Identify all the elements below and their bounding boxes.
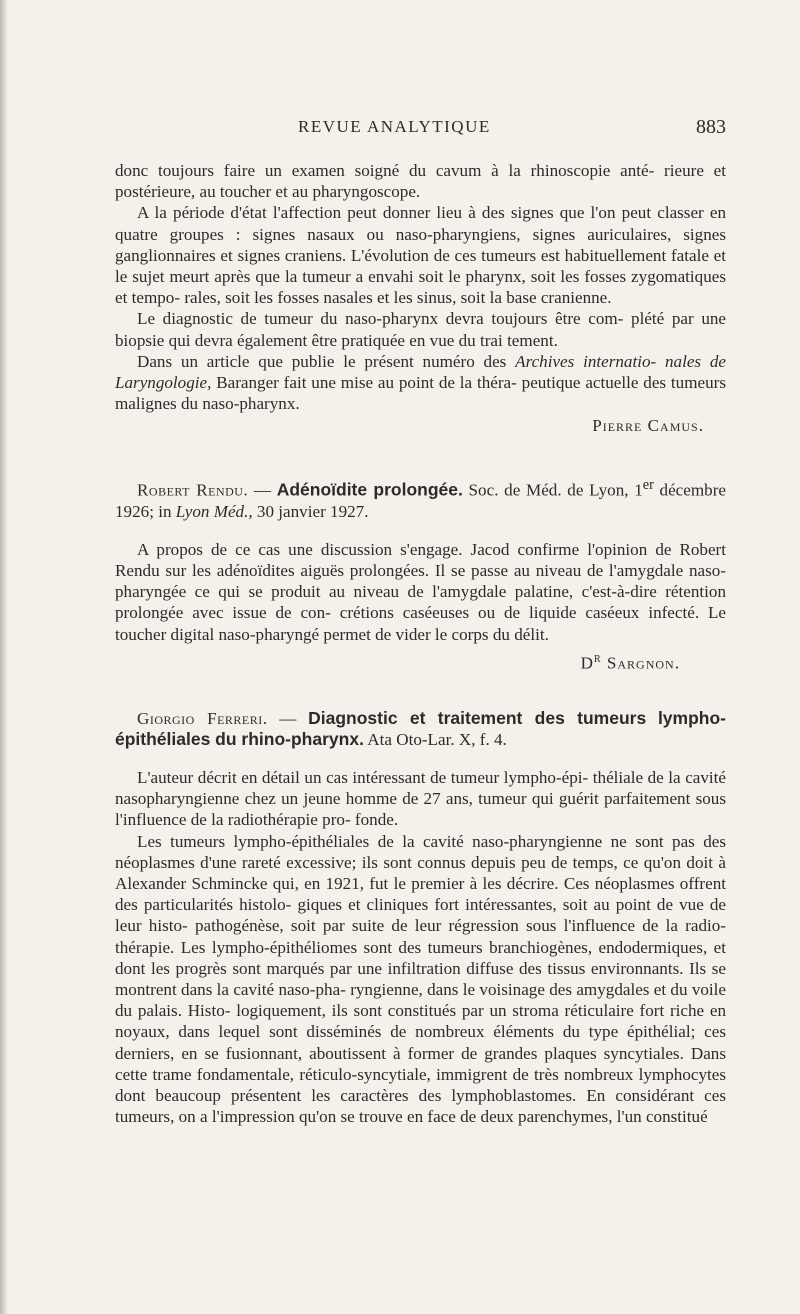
text-line: L'auteur décrit en détail un cas intéressant de tumeur lympho-épi-	[137, 768, 589, 788]
text-line: tumeur a envahi soit le pharynx, soit les fosses zygomatiques et tempo-	[115, 267, 726, 308]
dash: —	[267, 708, 309, 728]
date-superscript: er	[642, 476, 654, 493]
text-block	[115, 160, 726, 1128]
text-line: l'amygdale palatine, c'est-à-dire rétention prolongée avec issue de con-	[115, 582, 726, 623]
text-line: pathogénèse, soit par suite de leur régression sous l'influence de la radio-	[194, 916, 726, 936]
source: décembre 1926; in	[115, 480, 726, 521]
text-line: immigrent de très nombreux lymphocytes dont beaucoup présentent	[115, 1064, 726, 1106]
text-line: plaques syncytiales. Dans cette trame fondamentale, réticulo-syncytiale,	[115, 1043, 726, 1084]
text-line: de Robert Rendu sur les adénoïdites aiguës prolongées. Il se passe au	[115, 539, 726, 580]
article-title: Diagnostic et traitement des tumeurs	[308, 707, 647, 728]
text-line: épithélial; ces derniers, en se fusionnant, aboutissent à former de grandes	[115, 1022, 726, 1063]
author-name: Giorgio Ferreri.	[137, 708, 268, 728]
text-line: signes auriculaires, signes ganglionnaires et signes craniens. L'évolution	[115, 224, 726, 265]
text-line: Le diagnostic de tumeur du naso-pharynx devra toujours être com-	[137, 309, 624, 329]
review-2	[115, 475, 726, 674]
text-line: endodermiques, et dont les progrès sont marqués par une infiltration	[115, 937, 726, 978]
reviewer-signature: Pierre Camus.	[592, 416, 704, 436]
text-line: niveau de l'amygdale naso-pharyngée ce qui se produit au niveau de	[115, 560, 726, 602]
review-1-continuation	[115, 160, 726, 437]
source: Ata Oto-Lar. X, f. 4.	[363, 729, 507, 749]
paragraph	[115, 767, 726, 831]
signature-name: Sargnon.	[601, 653, 680, 673]
text-line: donc toujours faire un examen soigné du cavum à la rhinoscopie anté-	[115, 161, 655, 180]
text-line: peut classer en quatre groupes : signes nasaux ou naso-pharyngiens,	[115, 203, 727, 244]
page-number: 883	[696, 116, 726, 138]
article-title: lympho-épithéliales du rhino-pharynx.	[115, 707, 726, 749]
reference-heading	[115, 475, 726, 522]
reviewer-signature	[115, 648, 726, 674]
text-line: A propos de ce cas une discussion s'engage. Jacod confirme l'opinion	[137, 539, 648, 559]
source: 30 janvier 1927.	[252, 501, 369, 521]
text-line: rales, soit les fosses nasales et les sinus, soit la base cranienne.	[184, 288, 612, 308]
journal-title: nales de Laryngologie,	[115, 351, 727, 393]
paragraph	[115, 160, 726, 202]
text-line: peu de temps, ce qu'on doit à Alexander Schmincke qui, en 1921, fut le	[115, 852, 726, 894]
journal-title: Lyon Méd.,	[175, 501, 253, 521]
signature-superscript: r	[593, 649, 602, 666]
text-line: peutique actuelle des tumeurs malignes du naso-pharynx.	[115, 373, 726, 414]
running-title: REVUE ANALYTIQUE	[298, 117, 491, 136]
text-line: noyaux, dans lequel sont disséminés de nombreux éléments du type	[115, 1022, 619, 1042]
text-line: logiquement, ils sont constitués par un stroma réticulaire fort riche en	[236, 1001, 727, 1021]
text-line: ryngienne, dans le voisinage des amygdales et du voile du palais. Histo-	[115, 980, 727, 1021]
text-line: les caractères des lymphoblastomes. En considérant ces tumeurs, on a	[115, 1086, 727, 1127]
text-line: sont pas des néoplasmes d'une rareté excessive; ils sont connus depuis	[115, 831, 726, 872]
text-line: A la période d'état l'affection peut donner lieu à des signes que l'on	[137, 203, 616, 223]
paragraph	[115, 831, 726, 1128]
paragraph	[115, 202, 726, 308]
article-title: Adénoïdite prolongée.	[276, 479, 463, 500]
text-line: tumeur qui guérit parfaitement sous l'influence de la radiothérapie pro-	[115, 789, 726, 830]
source: Soc. de Méd. de Lyon,	[462, 480, 629, 500]
text-line: Dans un article que publie le présent numéro des	[137, 351, 516, 371]
dash: —	[248, 480, 277, 500]
text-line: théliale de la cavité nasopharyngienne chez un jeune homme de 27 ans,	[115, 768, 726, 809]
text-line: rieure et postérieure, au toucher et au pharyngoscope.	[115, 161, 726, 202]
paragraph	[115, 539, 726, 645]
text-line: de ces tumeurs est habituellement fatale et le sujet meurt après que la	[115, 245, 726, 287]
text-line: premier à les décrire. Ces néoplasmes offrent des particularités histolo-	[115, 874, 726, 915]
text-line: Baranger fait une mise au point de la théra-	[211, 373, 517, 393]
text-line: crétions caséeuses ou de liquide caséeux infecté. Le toucher digital	[115, 603, 726, 644]
text-line: naso-pharyngé permet de vider le corps du délit.	[218, 624, 549, 644]
review-3	[115, 708, 726, 1128]
text-line: giques et cliniques fort intéressantes, soit au point de vue de leur histo-	[115, 895, 726, 936]
text-line: tement.	[507, 330, 558, 350]
text-line: thérapie. Les lympho-épithéliomes sont des tumeurs branchiogènes,	[115, 937, 593, 957]
signature-title: D	[580, 653, 594, 673]
text-line: diffuse des tissus environnants. Ils se montrent dans la cavité naso-pha-	[115, 958, 726, 1000]
date-day: 1	[634, 480, 643, 500]
paragraph	[115, 308, 726, 350]
journal-title: Archives internatio-	[515, 351, 657, 371]
running-head	[115, 117, 726, 143]
text-line: plété par une biopsie qui devra également être pratiquée en vue du trai	[115, 309, 726, 350]
text-line: fonde.	[354, 810, 399, 830]
text-line: Les tumeurs lympho-épithéliales de la cavité naso-pharyngienne ne	[137, 831, 627, 851]
reference-heading	[115, 708, 726, 750]
text-line: l'impression qu'on se trouve en face de deux parenchymes, l'un constitué	[211, 1107, 708, 1127]
page-edge-shadow	[0, 0, 8, 1314]
paragraph	[115, 351, 726, 415]
author-name: Robert Rendu.	[137, 480, 249, 500]
